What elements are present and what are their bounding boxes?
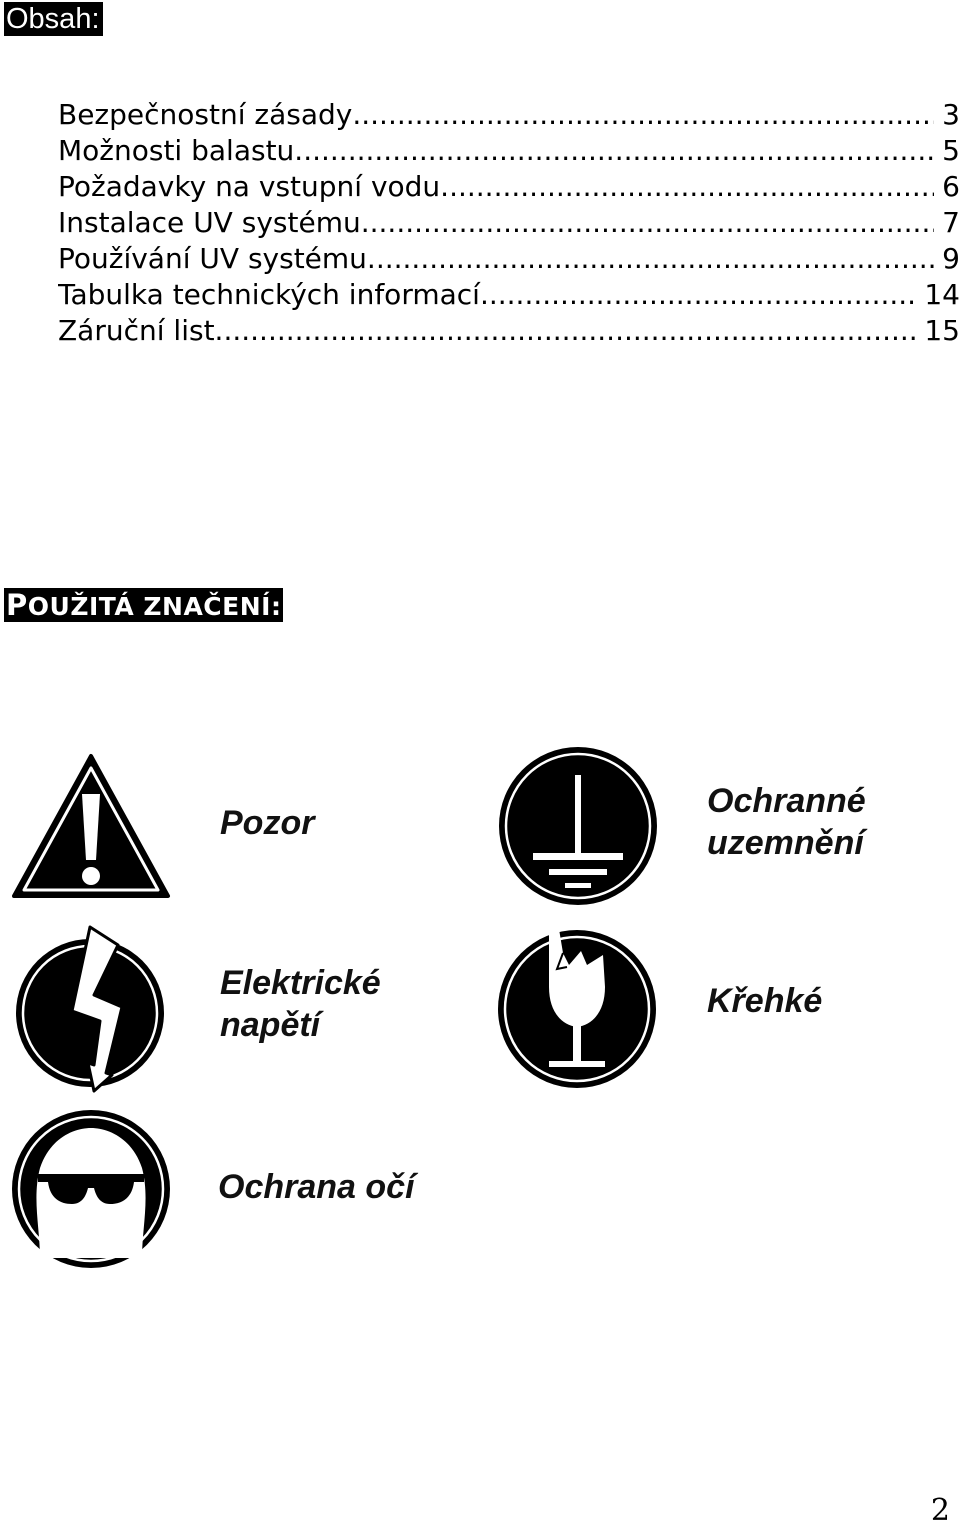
toc-heading: Obsah: bbox=[4, 2, 103, 36]
toc-entry-title: Bezpečnostní zásady bbox=[58, 98, 353, 131]
ground-label: Ochranné uzemnění bbox=[707, 782, 866, 862]
warning-triangle-icon bbox=[10, 752, 172, 902]
toc-entry-page: 14 bbox=[924, 278, 960, 311]
toc-leader-dots bbox=[294, 133, 934, 169]
voltage-label: Elektrické napětí bbox=[220, 964, 381, 1044]
toc-leader-dots bbox=[480, 277, 916, 313]
section-heading-rest: OUŽITÁ ZNAČENÍ: bbox=[27, 592, 282, 621]
toc-entry-title: Požadavky na vstupní vodu bbox=[58, 170, 441, 203]
toc-leader-dots bbox=[367, 241, 934, 277]
toc-entry[interactable] bbox=[58, 205, 960, 241]
toc-entry-page: 5 bbox=[942, 134, 960, 167]
toc-entry[interactable] bbox=[58, 241, 960, 277]
toc-leader-dots bbox=[440, 169, 934, 205]
toc-entry-page: 6 bbox=[942, 170, 960, 203]
warning-label: Pozor bbox=[220, 804, 315, 842]
toc-entry[interactable] bbox=[58, 169, 960, 205]
fragile-label: Křehké bbox=[707, 982, 823, 1020]
toc-entry-page: 9 bbox=[942, 242, 960, 275]
fragile-glass-icon bbox=[497, 925, 657, 1091]
high-voltage-icon bbox=[14, 925, 166, 1095]
toc-entry-page: 15 bbox=[924, 314, 960, 347]
symbols-section-heading bbox=[4, 588, 283, 622]
toc-entry-page: 7 bbox=[942, 206, 960, 239]
toc-entry-title: Záruční list bbox=[58, 314, 215, 347]
toc-leader-dots bbox=[352, 97, 934, 133]
toc-entry[interactable] bbox=[58, 97, 960, 133]
toc-entry[interactable] bbox=[58, 133, 960, 169]
eye-protection-icon bbox=[10, 1108, 172, 1270]
toc-entry-title: Používání UV systému bbox=[58, 242, 367, 275]
toc-entry-title: Tabulka technických informací bbox=[58, 278, 480, 311]
toc-entry-title: Instalace UV systému bbox=[58, 206, 361, 239]
section-heading-initial: P bbox=[6, 588, 28, 622]
toc-entry[interactable] bbox=[58, 277, 960, 313]
toc-entry-title: Možnosti balastu bbox=[58, 134, 295, 167]
page-number: 2 bbox=[930, 1493, 950, 1528]
toc-entry[interactable] bbox=[58, 313, 960, 349]
eyes-label: Ochrana očí bbox=[218, 1168, 415, 1206]
toc-leader-dots bbox=[361, 205, 934, 241]
table-of-contents bbox=[58, 97, 960, 349]
toc-leader-dots bbox=[215, 313, 917, 349]
protective-earth-icon bbox=[497, 745, 659, 907]
toc-entry-page: 3 bbox=[942, 98, 960, 131]
